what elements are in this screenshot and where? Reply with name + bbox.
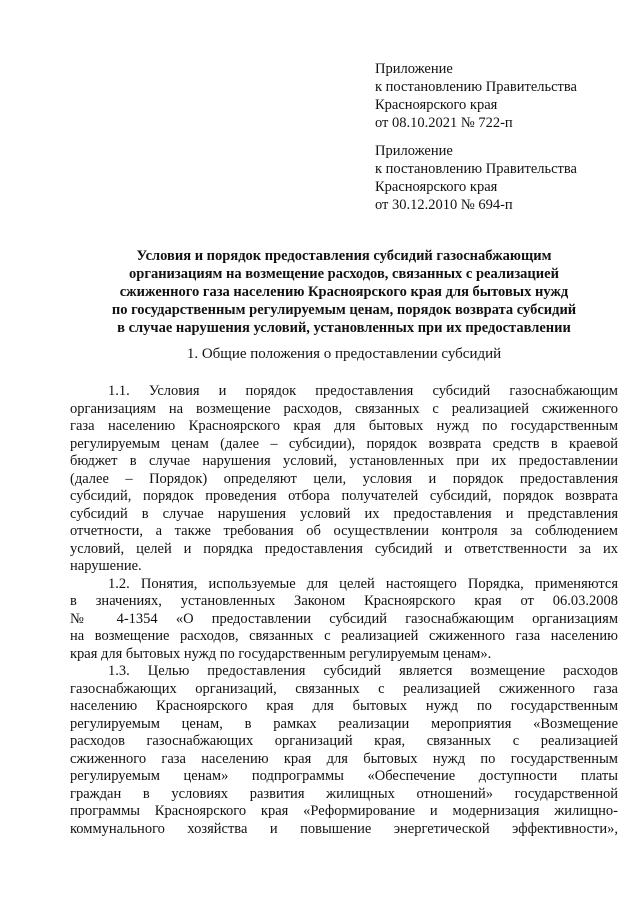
- paragraph-line: (далее – Порядок) определяют цели, условия и порядок предоставления: [70, 470, 618, 487]
- paragraph-line: расходов газоснабжающих организаций края, связанных с реализацией: [70, 733, 618, 749]
- paragraph-line: бюджет в случае нарушения условий, установленных при их предоставлении: [70, 453, 618, 469]
- annex-resolution: к постановлению Правительства: [375, 79, 577, 95]
- paragraph-line: населению Красноярского края для бытовых нужд по государственным: [70, 698, 618, 714]
- paragraph-line: сжиженного газа населению края для бытовых нужд по государственным: [70, 750, 618, 767]
- paragraph-line: регулируемым ценам» подпрограммы «Обеспечение доступности платы: [70, 768, 618, 784]
- paragraph-line: регулируемым ценам (далее – субсидии), порядок возврата средств в краевой: [70, 435, 618, 452]
- paragraph-line: субсидий, порядок проведения отбора получателей субсидий, порядок возврата: [70, 488, 618, 504]
- paragraph-line: края для бытовых нужд по государственным регулируемым ценам».: [70, 645, 492, 662]
- paragraph-line: 1.1. Условия и порядок предоставления субсидий газоснабжающим: [108, 383, 618, 399]
- section-heading: 1. Общие положения о предоставлении субсидий: [186, 346, 502, 362]
- title-line: в случае нарушения условий, установленных при их предоставлении: [117, 320, 571, 336]
- paragraph-line: регулируемым ценам, в рамках реализации мероприятия «Возмещение: [70, 715, 618, 732]
- title-line: организациям на возмещение расходов, связанных с реализацией: [129, 266, 559, 282]
- annex-region: Красноярского края: [375, 97, 498, 113]
- document-title: [70, 247, 618, 337]
- document-body: [70, 383, 618, 838]
- title-line: сжиженного газа населению Красноярского края для бытовых нужд: [119, 284, 569, 300]
- paragraph-line: в значениях, установленных Законом Красноярского края от 06.03.2008: [70, 593, 618, 609]
- paragraph-line: газоснабжающих организаций, связанных с реализацией сжиженного газа: [70, 680, 618, 697]
- paragraph-line: коммунального хозяйства и повышение энергетической эффективности»,: [70, 820, 618, 837]
- paragraph-line: газа населению Красноярского края для бытовых нужд по государственным: [70, 418, 618, 434]
- paragraph-line: условий, целей и порядка предоставления субсидий и ответственности за их: [70, 540, 618, 557]
- annex-date-number: от 30.12.2010 № 694-п: [375, 197, 513, 213]
- annex-date-number: от 08.10.2021 № 722-п: [375, 115, 513, 131]
- title-line: по государственным регулируемым ценам, порядок возврата субсидий: [111, 302, 577, 318]
- paragraph-line: граждан в условиях развития жилищных отношений» государственной: [70, 785, 618, 802]
- annex-label: Приложение: [375, 61, 453, 77]
- annex-label: Приложение: [375, 143, 453, 159]
- paragraph-line: субсидий в случае нарушения условий их предоставления и представления: [70, 505, 618, 522]
- annex-resolution: к постановлению Правительства: [375, 161, 577, 177]
- paragraph-line: 1.3. Целью предоставления субсидий является возмещение расходов: [108, 663, 618, 679]
- annex-block-2021: [375, 60, 625, 132]
- paragraph-line: № 4-1354 «О предоставлении субсидий газоснабжающим организациям: [70, 610, 618, 627]
- paragraph-line: организациям на возмещение расходов, связанных с реализацией сжиженного: [70, 400, 618, 417]
- annex-region: Красноярского края: [375, 179, 498, 195]
- paragraph-line: программы Красноярского края «Реформирование и модернизация жилищно-: [70, 803, 618, 819]
- paragraph-line: 1.2. Понятия, используемые для целей настоящего Порядка, применяются: [108, 575, 618, 592]
- annex-block-2010: [375, 142, 625, 214]
- title-line: Условия и порядок предоставления субсидий газоснабжающим: [136, 248, 552, 264]
- paragraph-line: отчетности, а также требования об осуществлении контроля за соблюдением: [70, 523, 618, 539]
- paragraph-line: нарушение.: [70, 558, 142, 574]
- paragraph-line: на возмещение расходов, связанных с реализацией сжиженного газа населению: [70, 628, 618, 644]
